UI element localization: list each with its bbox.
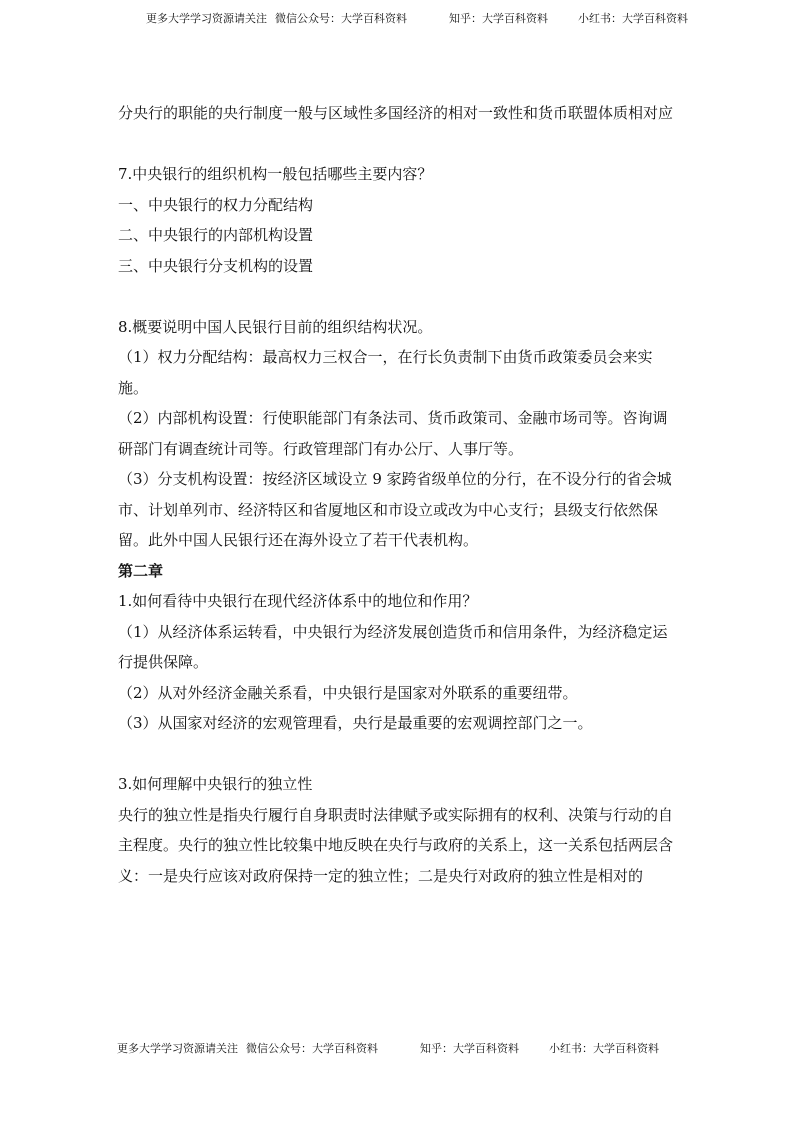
page-footer [117,1040,659,1056]
answer-line: 三、中央银行分支机构的设置 [118,256,314,275]
answer-line: （2）内部机构设置：行使职能部门有条法司、货币政策司、金融市场司等。咨询调研部门有调查统计司等。行政管理部门有办公厅、人事厅等。 [118,409,668,458]
header-text-1: 更多大学学习资源请关注 [146,12,267,25]
answer-line: 二、中央银行的内部机构设置 [118,226,314,244]
question-3: 3.如何理解中央银行的独立性 [118,775,313,793]
answer-line: （1）权力分配结构：最高权力三权合一，在行长负责制下由货币政策委员会来实施。 [118,348,653,397]
answer-paragraph: 央行的独立性是指央行履行自身职责时法律赋予或实际拥有的权利、决策与行动的自主程度。央行的独立性比较集中地反映在央行与政府的关系上，这一关系包括两层含义：一是央行应该对政府保持一定的独立性；二是央行对政府的独立性是相对的 [118,805,674,885]
header-text-3: 知乎：大学百科资料 [449,12,548,25]
page-header [146,10,688,26]
footer-text-3: 知乎：大学百科资料 [420,1042,519,1055]
question-7: 7.中央银行的组织机构一般包括哪些主要内容？ [118,165,433,183]
question-8: 8.概要说明中国人民银行目前的组织结构状况。 [118,317,433,336]
footer-text-4: 小红书：大学百科资料 [549,1042,659,1055]
question-1: 1.如何看待中央银行在现代经济体系中的地位和作用？ [118,592,478,610]
answer-line: 一、中央银行的权力分配结构 [118,195,314,214]
answer-line: （1）从经济体系运转看，中央银行为经济发展创造货币和信用条件，为经济稳定运行提供保障。 [118,622,668,671]
footer-text-2: 微信公众号：大学百科资料 [246,1042,378,1055]
answer-line: （3）分支机构设置：按经济区域设立 9 家跨省级单位的分行，在不设分行的省会城市、计划单列市、经济特区和省厦地区和市设立或改为中心支行；县级支行依然保留。此外中国人民银行还在海外设立了若干代表机构。 [118,470,672,549]
answer-line: （3）从国家对经济的宏观管理看，央行是最重要的宏观调控部门之一。 [118,714,593,732]
header-text-4: 小红书：大学百科资料 [578,12,688,25]
chapter-heading: 第二章 [118,561,164,580]
header-text-2: 微信公众号：大学百科资料 [275,12,407,25]
answer-line: （2）从对外经济金融关系看，中央银行是国家对外联系的重要纽带。 [118,683,578,702]
paragraph: 分央行的职能的央行制度一般与区域性多国经济的相对一致性和货币联盟体质相对应 [118,104,674,122]
document-body [118,98,678,891]
footer-text-1: 更多大学学习资源请关注 [117,1042,238,1055]
